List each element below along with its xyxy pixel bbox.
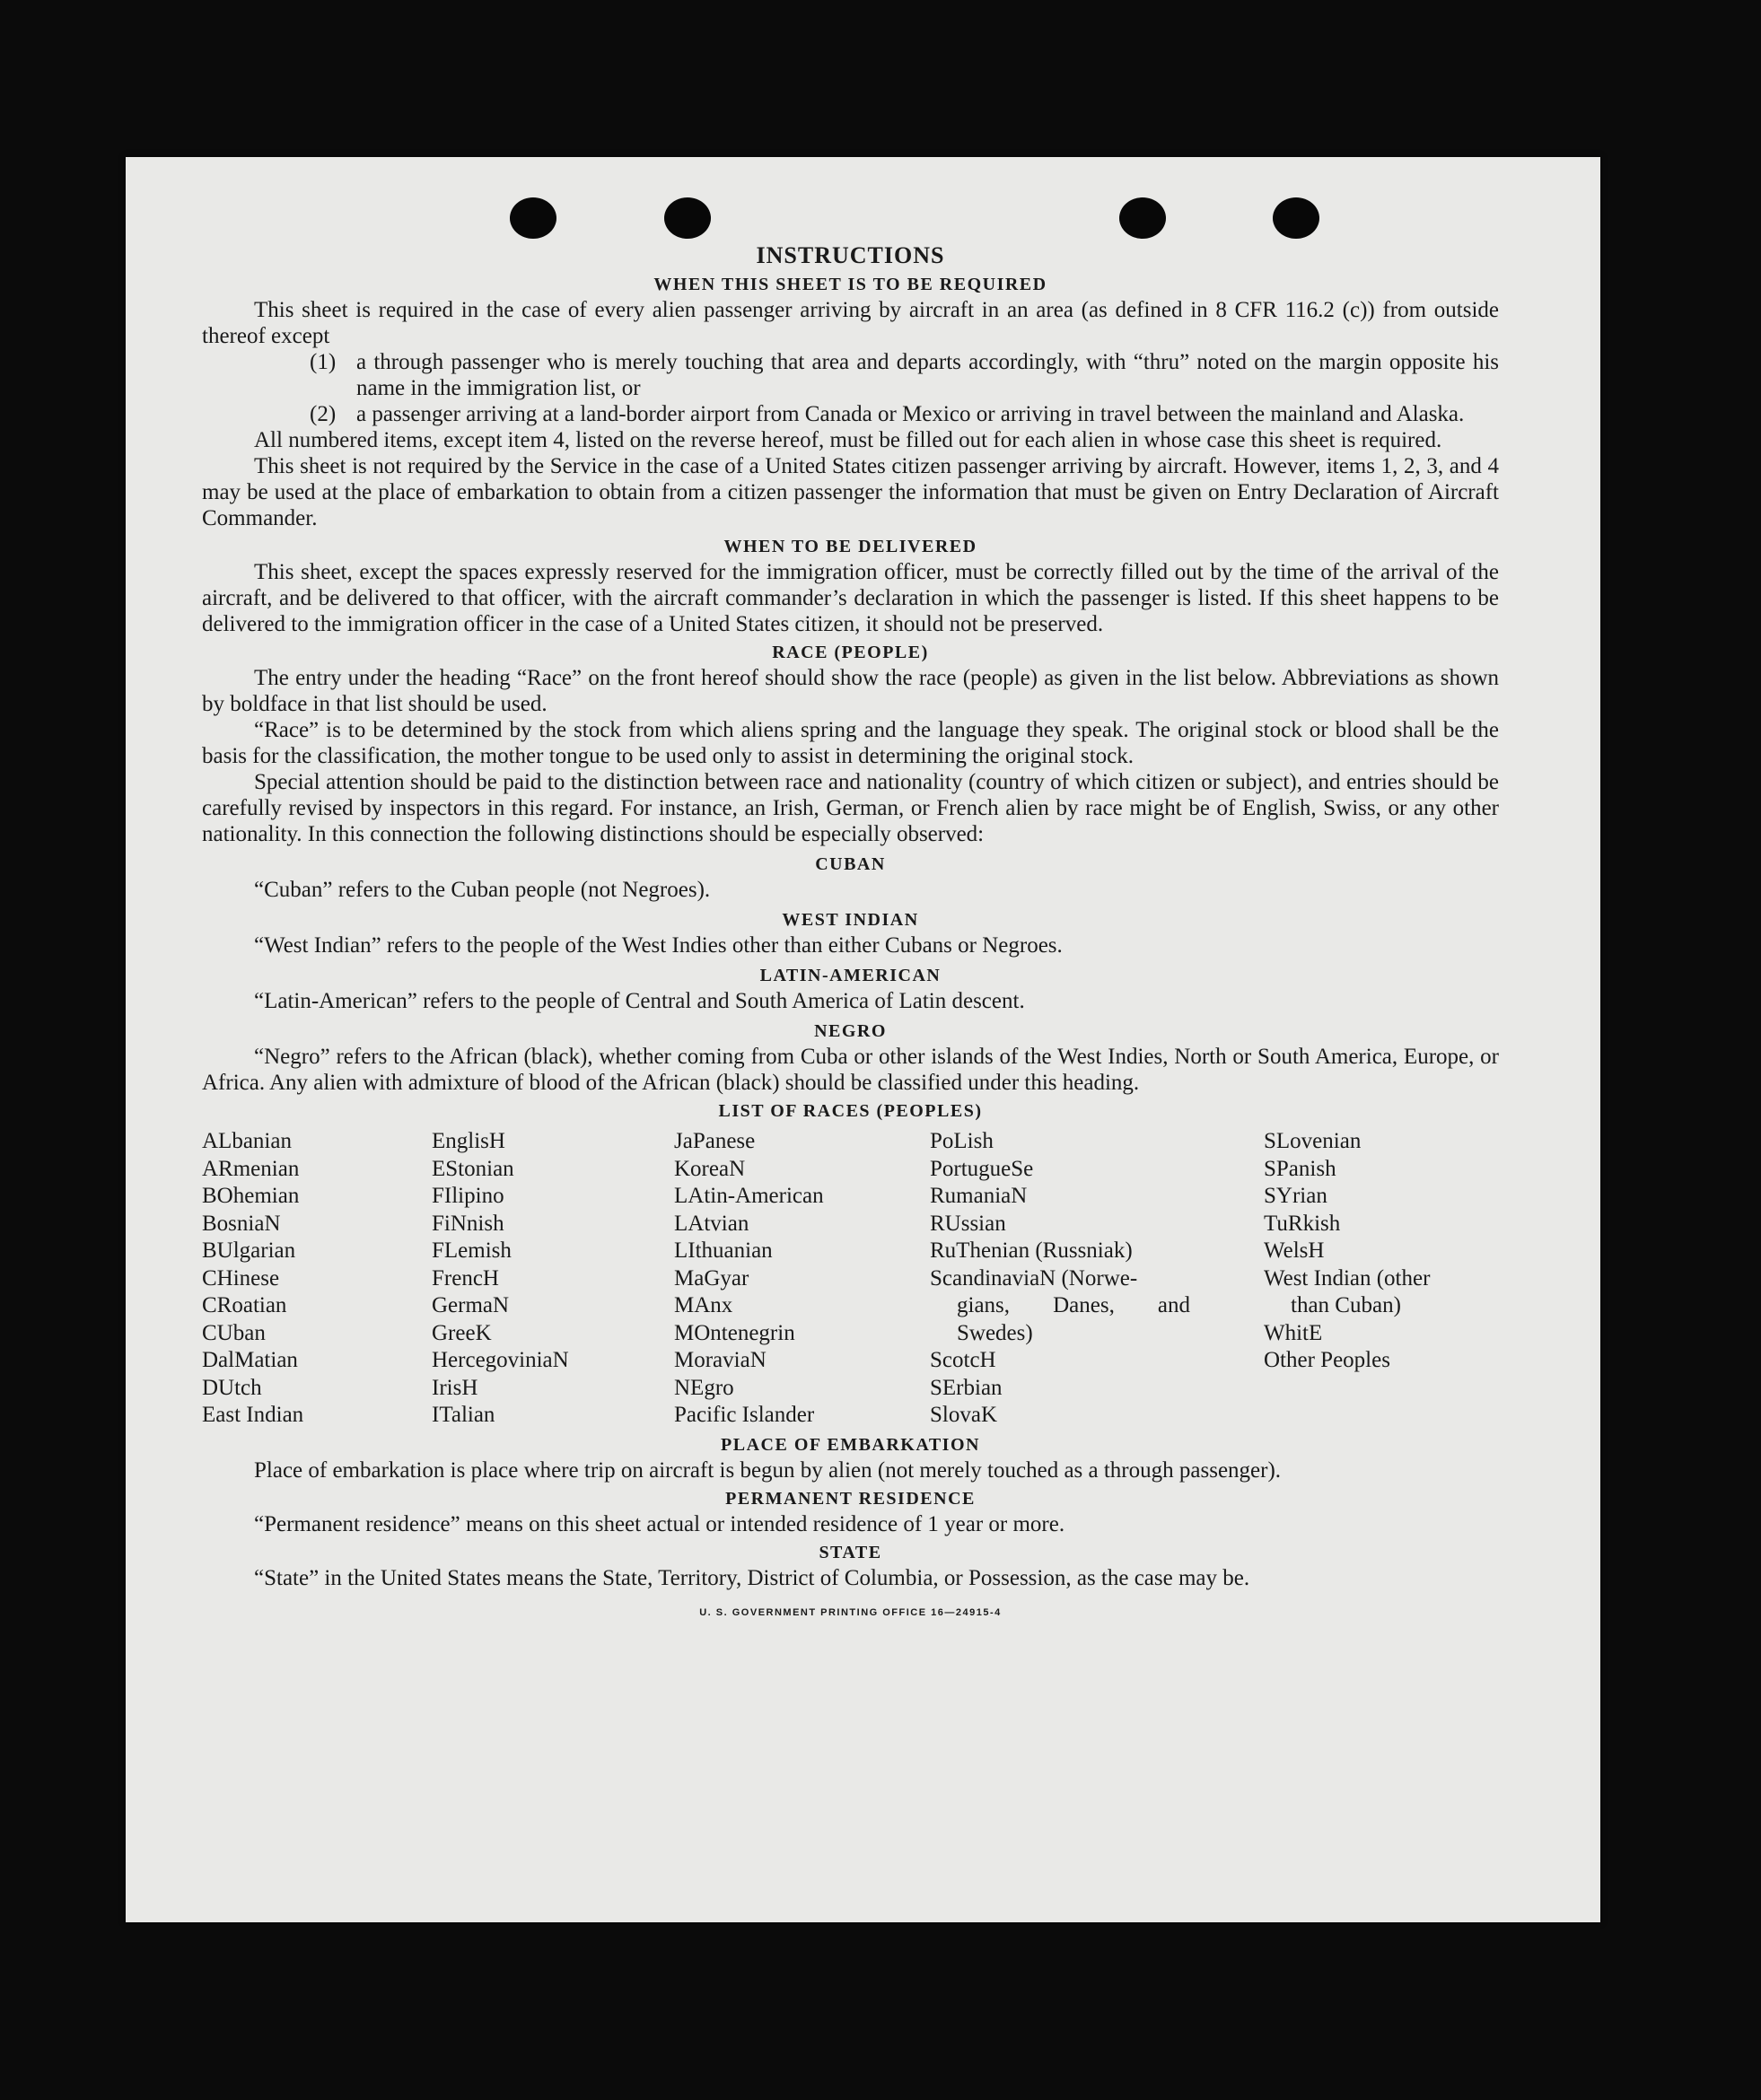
paragraph: All numbered items, except item 4, listed on the reverse hereof, must be filled out for each alien in whose case this sheet is required. [254,428,1442,452]
race-item: GreeK [432,1320,492,1345]
race-item: JaPanese [674,1129,756,1153]
race-item: SErbian [930,1375,1003,1400]
race-item: SYrian [1264,1184,1327,1208]
race-column [202,1128,432,1430]
race-item: NEgro [674,1375,734,1400]
race-item: than Cuban) [1291,1293,1401,1317]
paragraph: “Negro” refers to the African (black), whether coming from Cuba or other islands of the West Indies, North or South America, Europe, or Africa. Any alien with admixture of blood of the African (black) should be classified under this heading. [202,1045,1499,1095]
race-item: CUban [202,1320,266,1345]
paragraph: “Cuban” refers to the Cuban people (not Negroes). [254,878,711,902]
race-item: HercegoviniaN [432,1348,569,1372]
paragraph: Place of embarkation is place where trip on aircraft is begun by alien (not merely touched as a through passenger). [254,1457,1282,1483]
item-number: (1) [310,350,337,374]
printer-imprint: U. S. GOVERNMENT PRINTING OFFICE 16—24915-4 [699,1606,1002,1618]
section-title-delivered: WHEN TO BE DELIVERED [723,537,977,556]
race-item: gians, Danes, and Swedes) [957,1293,1190,1345]
race-item: RuThenian (Russniak) [930,1238,1133,1263]
race-item: Pacific Islander [674,1403,815,1427]
race-column [674,1128,930,1430]
section-title-west-indian: WEST INDIAN [782,910,919,930]
paragraph: “Permanent residence” means on this sheet actual or intended residence of 1 year or more. [254,1511,1065,1536]
race-list [202,1128,1499,1430]
race-item: DalMatian [202,1348,298,1372]
item-text: a passenger arriving at a land-border airport from Canada or Mexico or arriving in travel between the mainland and Alaska. [356,402,1465,426]
race-item: TuRkish [1264,1211,1341,1236]
section-title-embarkation: PLACE OF EMBARKATION [721,1434,980,1455]
list-item [202,401,1499,427]
race-item: FiNnish [432,1211,504,1236]
race-item: SLovenian [1264,1129,1362,1153]
race-item: LAtvian [674,1211,749,1236]
race-item: ARmenian [202,1156,300,1181]
race-item: BOhemian [202,1184,300,1208]
race-item: MOntenegrin [674,1320,795,1345]
race-item: WelsH [1264,1238,1325,1263]
race-item: SlovaK [930,1403,997,1427]
race-item: BosniaN [202,1211,281,1236]
race-item: BUlgarian [202,1238,296,1263]
list-item [202,349,1499,401]
section-title-state: STATE [819,1542,882,1562]
race-item: East Indian [202,1403,304,1427]
race-column [930,1128,1264,1430]
race-item: RumaniaN [930,1184,1028,1208]
paragraph: This sheet is required in the case of every alien passenger arriving by aircraft in an area (as defined in 8 CFR 116.2 (c)) from outside thereof except [202,298,1499,348]
race-item: MAnx [674,1293,733,1317]
race-item: KoreaN [674,1156,746,1181]
item-number: (2) [310,402,337,426]
race-item: CHinese [202,1265,280,1291]
race-item: FrencH [432,1265,499,1291]
race-item: CRoatian [202,1293,287,1317]
race-item: FIlipino [432,1184,504,1208]
punch-hole [664,197,711,239]
race-item: LAtin-American [674,1184,824,1208]
race-item: ITalian [432,1403,495,1427]
race-item: ALbanian [202,1129,292,1153]
punch-hole [1119,197,1166,239]
race-item: MoraviaN [674,1348,767,1372]
race-item: Other Peoples [1264,1348,1390,1372]
race-item: RUssian [930,1211,1006,1236]
race-item: EnglisH [432,1129,505,1153]
race-column [432,1128,674,1430]
race-item: LIthuanian [674,1238,773,1263]
item-text: a through passenger who is merely touching that area and departs accordingly, with “thru” noted on the margin opposite his name in the immigration list, or [356,350,1499,400]
section-title-required: WHEN THIS SHEET IS TO BE REQUIRED [653,275,1047,294]
race-item: ScandinaviaN (Norwe- [930,1265,1138,1291]
race-item: West Indian (other [1264,1265,1431,1291]
section-title-races-list: LIST OF RACES (PEOPLES) [718,1101,983,1121]
section-title-latin-american: LATIN-AMERICAN [759,966,942,985]
punch-hole [1273,197,1319,239]
paragraph: “Race” is to be determined by the stock from which aliens spring and the language they speak. The original stock or blood shall be the basis for the classification, the mother tongue to be used only to assist in determining the original stock. [202,718,1499,768]
race-item: DUtch [202,1375,262,1400]
race-item: EStonian [432,1156,514,1181]
section-title-residence: PERMANENT RESIDENCE [725,1488,976,1509]
paragraph: “Latin-American” refers to the people of Central and South America of Latin descent. [254,989,1025,1013]
punch-hole [510,197,556,239]
race-item: ScotcH [930,1348,996,1372]
race-item: PoLish [930,1129,994,1153]
instructions-content [202,239,1499,1626]
race-column [1264,1128,1499,1430]
paragraph: “West Indian” refers to the people of the West Indies other than either Cubans or Negroes. [254,933,1063,958]
section-title-negro: NEGRO [814,1021,887,1041]
paragraph: This sheet is not required by the Service in the case of a United States citizen passenger arriving by aircraft. However, items 1, 2, 3, and 4 may be used at the place of embarkation to obtain from a citizen passenger the information that must be given on Entry Declaration of Aircraft Commander. [202,454,1499,530]
page-title: INSTRUCTIONS [756,242,945,268]
section-title-cuban: CUBAN [815,854,886,874]
race-item: PortugueSe [930,1156,1034,1181]
section-title-race: RACE (PEOPLE) [772,643,929,662]
race-item: MaGyar [674,1265,749,1291]
paragraph: Special attention should be paid to the distinction between race and nationality (country of which citizen or subject), and entries should be carefully revised by inspectors in this regard. For instance, an Irish, German, or French alien by race might be of English, Swiss, or any other nationality. In this connection the following distinctions should be especially observed: [202,770,1499,846]
race-item: WhitE [1264,1320,1323,1345]
paragraph: The entry under the heading “Race” on the front hereof should show the race (people) as given in the list below. Abbreviations as shown by boldface in that list should be used. [202,666,1499,716]
race-item: SPanish [1264,1156,1336,1181]
race-item: IrisH [432,1375,478,1400]
paragraph: This sheet, except the spaces expressly reserved for the immigration officer, must be correctly filled out by the time of the arrival of the aircraft, and be delivered to that officer, with the aircraft commander’s declaration in which the passenger is listed. If this sheet happens to be delivered to the immigration officer in the case of a United States citizen, it should not be preserved. [202,560,1499,636]
race-item: FLemish [432,1238,512,1263]
race-item: GermaN [432,1293,510,1317]
paragraph: “State” in the United States means the State, Territory, District of Columbia, or Possession, as the case may be. [254,1565,1250,1590]
